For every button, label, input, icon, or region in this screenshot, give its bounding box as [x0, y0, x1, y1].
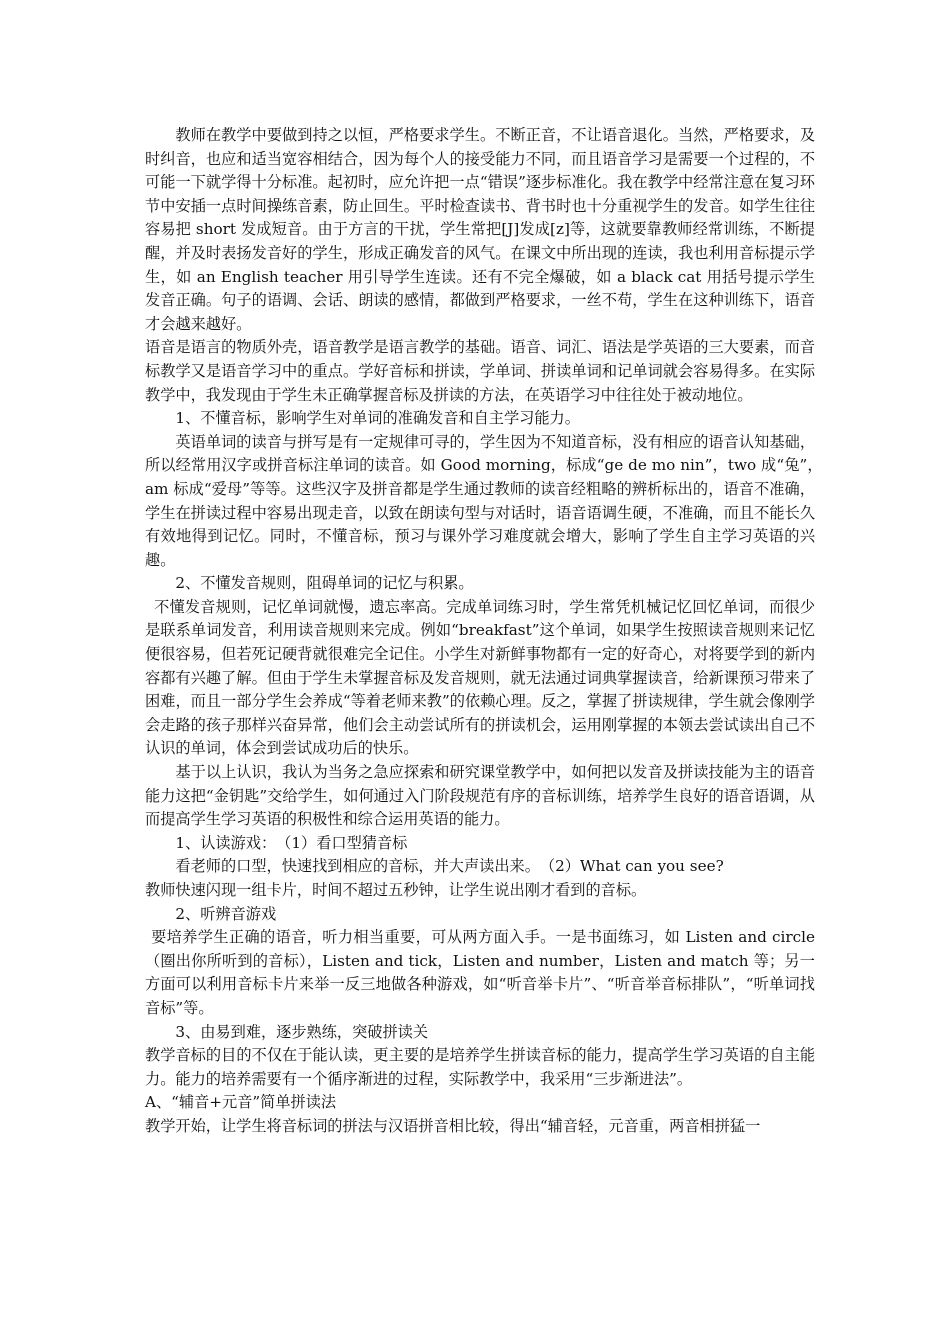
paragraph-listening-exercises: 要培养学生正确的语音，听力相当重要，可从两方面入手。一是书面练习，如 Listen and circle（圈出你所听到的音标），Listen and tick，Listen and number，Listen and match 等；另一方面可以利用音标卡片来举一反三地做各种游戏，如“听音举卡片”、“听音举音标排队”，“听单词找音标”等。: [145, 928, 815, 1017]
paragraph-golden-key: 基于以上认识，我认为当务之急应探索和研究课堂教学中，如何把以发音及拼读技能为主的语音能力这把“金钥匙”交给学生，如何通过入门阶段规范有序的音标训练，培养学生良好的语音语调，从而提高学生学习英语的积极性和综合运用英语的能力。: [145, 763, 815, 829]
heading-spelling-progression: 3、由易到难，逐步熟练，突破拼读关: [175, 1022, 429, 1041]
paragraph-mouth-shape-game: 看老师的口型，快速找到相应的音标，并大声读出来。 （2）What can you see?: [175, 857, 724, 876]
paragraph-pinyin-comparison: 教学开始，让学生将音标词的拼法与汉语拼音相比较，得出“辅音轻，元音重，两音相拼猛一: [145, 1116, 761, 1135]
paragraph-memorizing-words: 不懂发音规则，记忆单词就慢，遗忘率高。完成单词练习时，学生常凭机械记忆回忆单词，而很少是联系单词发音，利用读音规则来完成。例如“breakfast”这个单词，如果学生按照读音规则来记忆便很容易，但若死记硬背就很难完全记住。小学生对新鲜事物都有一定的好奇心，对将要学到的新内容都有兴趣了解。但由于学生未掌握音标及发音规则，就无法通过词典掌握读音，给新课预习带来了困难，而且一部分学生会养成“等着老师来教”的依赖心理。反之，掌握了拼读规律，学生就会像刚学会走路的孩子那样兴奋异常，他们会主动尝试所有的拼读机会，运用刚掌握的本领去尝试读出自己不认识的单词，体会到尝试成功后的快乐。: [145, 597, 815, 758]
paragraph-spelling-goal: 教学音标的目的不仅在于能认读，更主要的是培养学生拼读音标的能力，提高学生学习英语的自主能力。能力的培养需要有一个循序渐进的过程，实际教学中，我采用“三步渐进法”。: [145, 1046, 815, 1088]
heading-recognition-game: 1、认读游戏： （1）看口型猜音标: [175, 833, 408, 852]
heading-consonant-vowel: A、“辅音+元音”简单拼读法: [145, 1093, 337, 1112]
document-body: [145, 124, 831, 1139]
paragraph-flash-cards: 教师快速闪现一组卡片，时间不超过五秒钟，让学生说出刚才看到的音标。: [145, 881, 647, 899]
paragraph-word-pronunciation: 英语单词的读音与拼写是有一定规律可寻的，学生因为不知道音标，没有相应的语音认知基础，所以经常用汉字或拼音标注单词的读音。如 Good morning，标成“ge de mo nin”，two 成“兔”， am 标成“爱母”等等。这些汉字及拼音都是学生通过教师的读音经粗略的辨析标出的，语音不准确，学生在拼读过程中容易出现走音，以致在朗读句型与对话时，语音语调生硬，不准确，而且不能长久有效地得到记忆。同时，不懂音标，预习与课外学习难度就会增大，影响了学生自主学习英语的兴趣。: [145, 432, 831, 569]
heading-listening-game: 2、听辨音游戏: [175, 904, 277, 923]
paragraph-phonetics-foundation: 语音是语言的物质外壳，语音教学是语言教学的基础。语音、词汇、语法是学英语的三大要素，而音标教学又是语音学习中的重点。学好音标和拼读，学单词、拼读单词和记单词就会容易得多。在实际教学中，我发现由于学生未正确掌握音标及拼读的方法，在英语学习中往往处于被动地位。: [145, 338, 815, 404]
paragraph-strict-requirements: 教师在教学中要做到持之以恒，严格要求学生。不断正音，不让语音退化。当然，严格要求，及时纠音，也应和适当宽容相结合，因为每个人的接受能力不同，而且语音学习是需要一个过程的，不可能一下就学得十分标准。起初时，应允许把一点“错误”逐步标准化。我在教学中经常注意在复习环节中安插一点时间操练音素，防止回生。平时检查读书、背书时也十分重视学生的发音。如学生往往容易把 short 发成短音。由于方言的干扰，学生常把[J]发成[z]等，这就要靠教师经常训练，不断提醒，并及时表扬发音好的学生，形成正确发音的风气。在课文中所出现的连读，我也利用音标提示学生，如 an English teacher 用引导学生连读。还有不完全爆破，如 a black cat 用括号提示学生发音正确。句子的语调、会话、朗读的感情，都做到严格要求，一丝不苟，学生在这种训练下，语音才会越来越好。: [145, 126, 815, 333]
heading-pronunciation-rules: 2、不懂发音规则，阻碍单词的记忆与积累。: [175, 574, 474, 593]
heading-not-knowing-phonetics: 1、不懂音标，影响学生对单词的准确发音和自主学习能力。: [175, 409, 580, 428]
